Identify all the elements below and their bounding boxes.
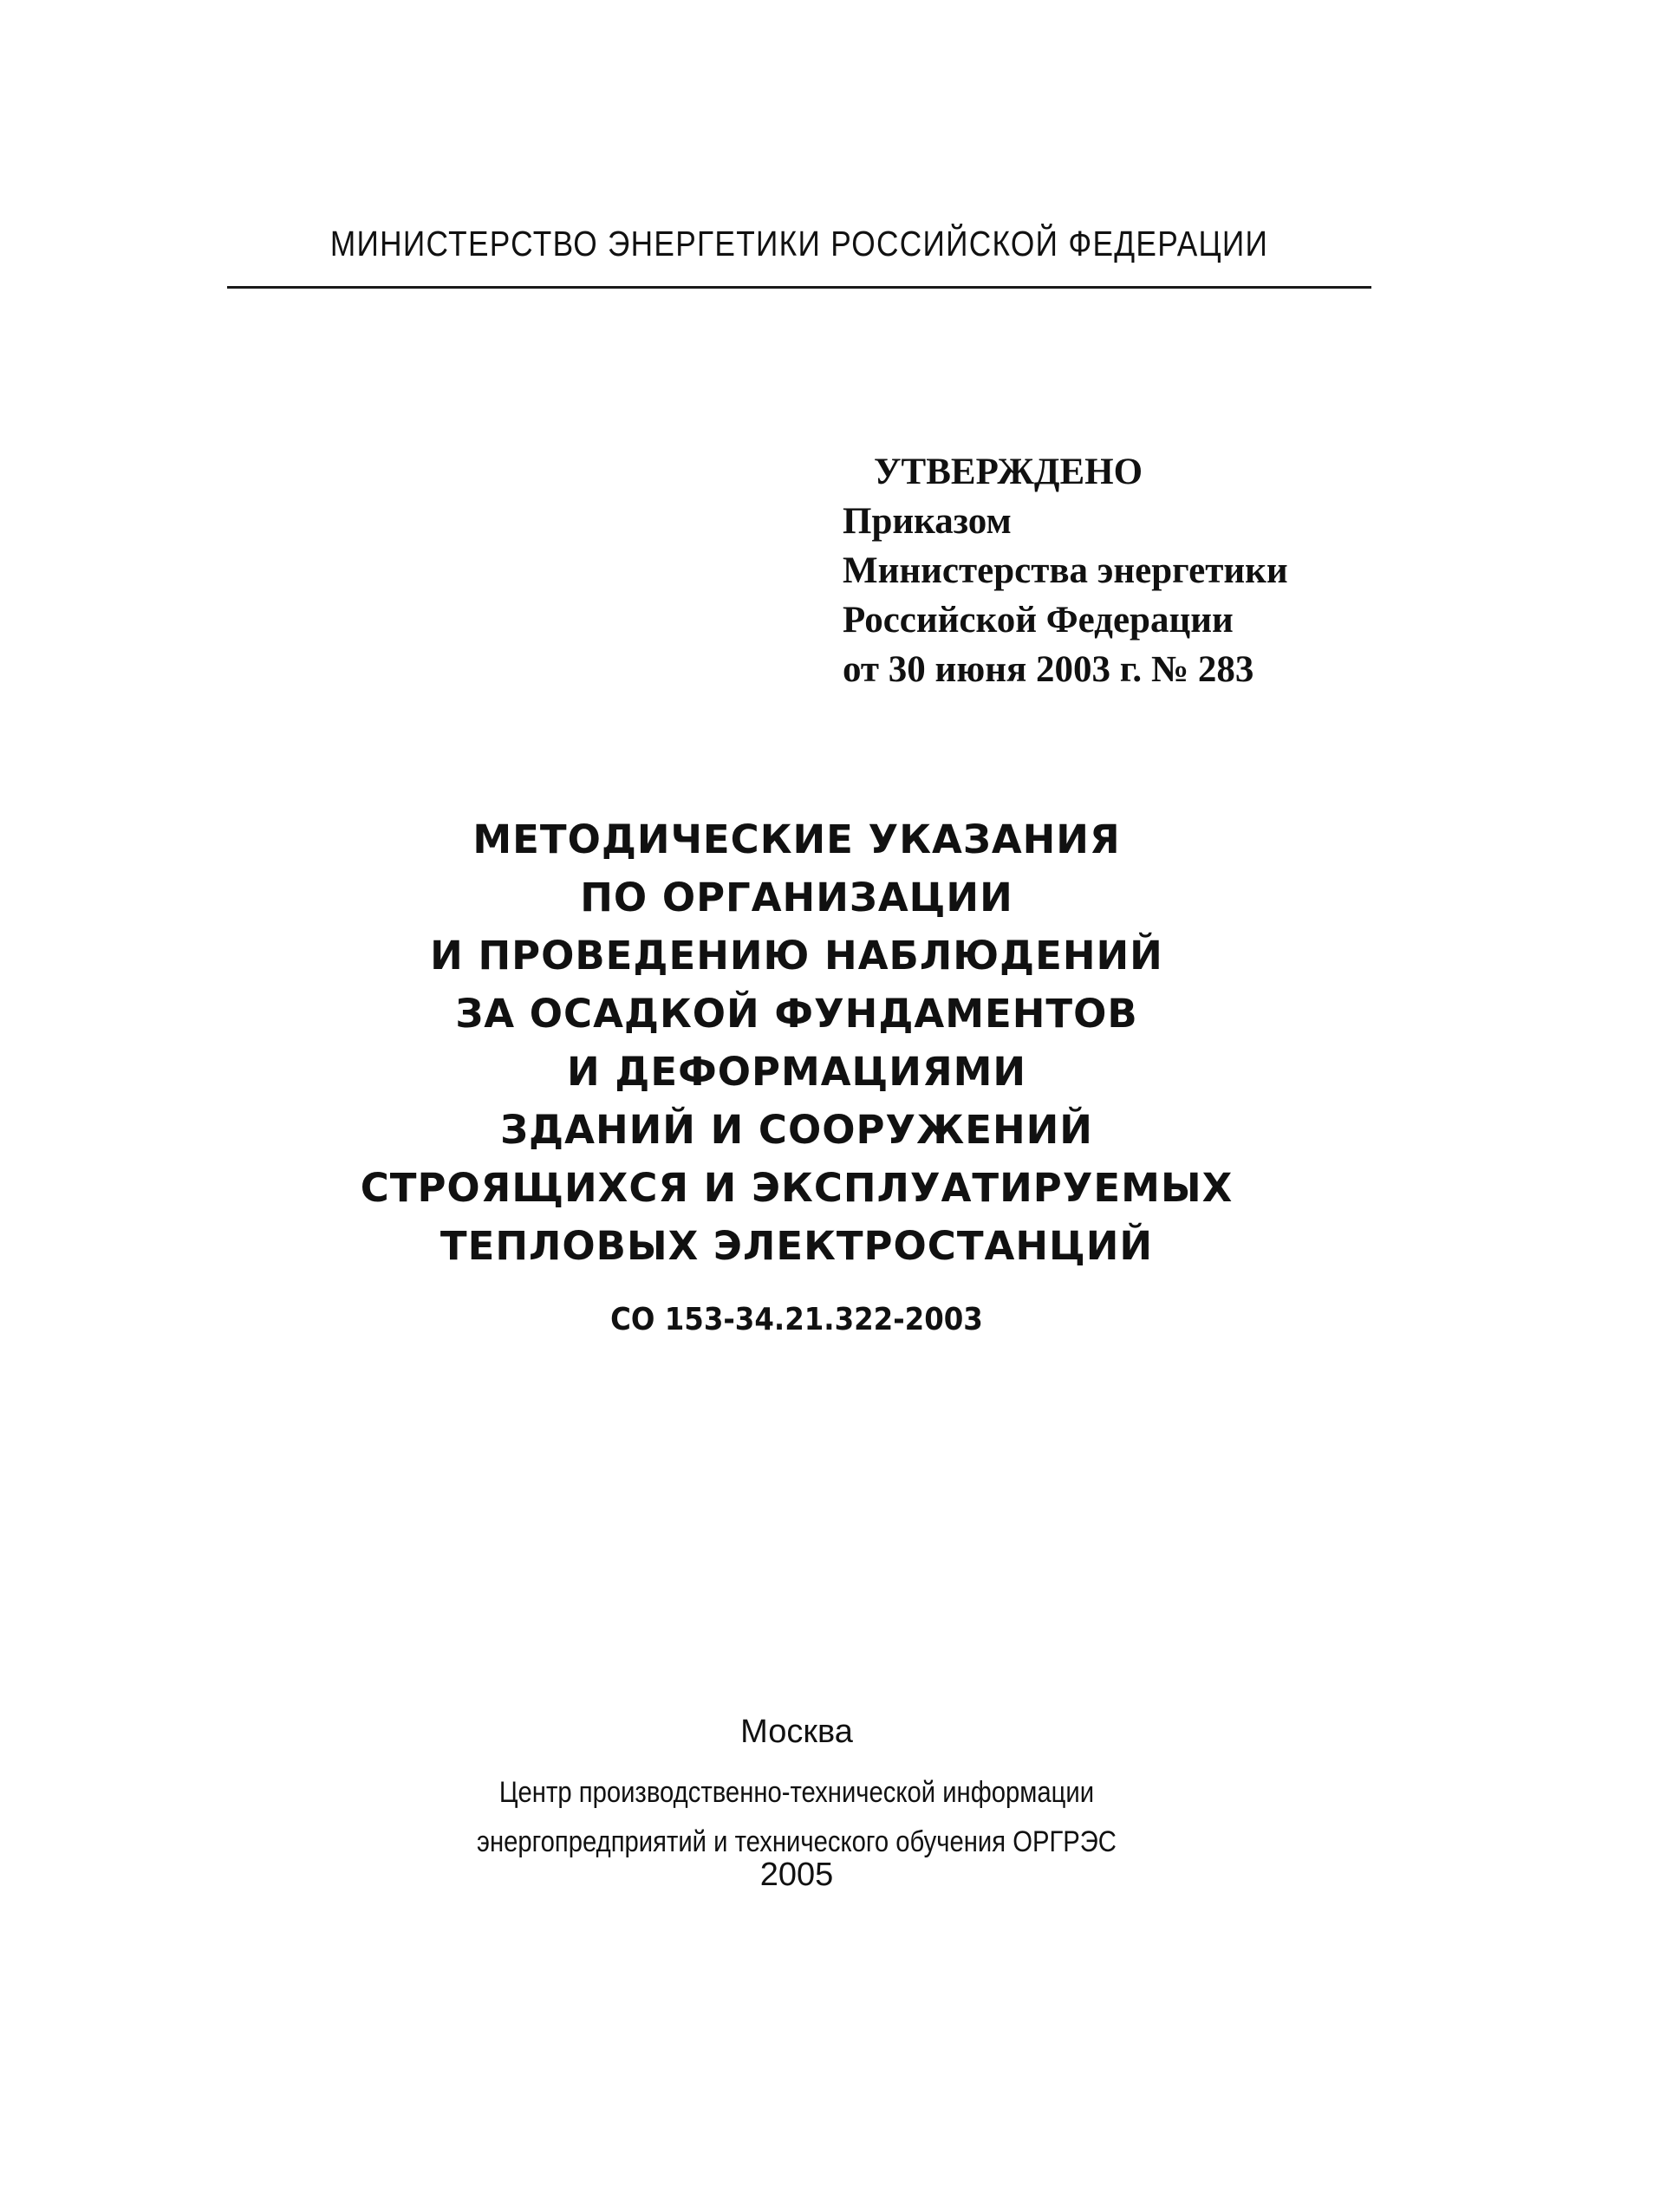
approval-line: Приказом [843, 501, 1012, 542]
title-line: ТЕПЛОВЫХ ЭЛЕКТРОСТАНЦИЙ [440, 1223, 1154, 1269]
document-code: СО 153-34.21.322-2003 [610, 1302, 983, 1337]
imprint-publisher [275, 1768, 1319, 1867]
title-line: ЗДАНИЙ И СООРУЖЕНИЙ [500, 1107, 1093, 1153]
approval-line: Российской Федерации [843, 600, 1234, 641]
title-line: И ДЕФОРМАЦИЯМИ [566, 1049, 1027, 1095]
approval-block [843, 447, 1288, 694]
title-line: СТРОЯЩИХСЯ И ЭКСПЛУАТИРУЕМЫХ [360, 1165, 1234, 1211]
document-title [277, 810, 1317, 1275]
publisher-line: Центр производственно-технической информации [498, 1776, 1095, 1809]
title-line: ЗА ОСАДКОЙ ФУНДАМЕНТОВ [455, 991, 1138, 1037]
imprint-year: 2005 [759, 1857, 834, 1893]
ministry-header: МИНИСТЕРСТВО ЭНЕРГЕТИКИ РОССИЙСКОЙ ФЕДЕРАЦИИ [329, 224, 1269, 263]
approval-line: Министерства энергетики [843, 550, 1288, 591]
title-line: И ПРОВЕДЕНИЮ НАБЛЮДЕНИЙ [430, 933, 1163, 979]
title-line: ПО ОРГАНИЗАЦИИ [580, 875, 1013, 920]
publisher-line: энергопредприятий и технического обучения ОРГРЭС [477, 1825, 1117, 1858]
imprint-city: Москва [740, 1714, 853, 1750]
approval-line: от 30 июня 2003 г. № 283 [843, 649, 1254, 690]
approval-heading: УТВЕРЖДЕНО [874, 452, 1143, 492]
header-rule [227, 286, 1371, 289]
title-line: МЕТОДИЧЕСКИЕ УКАЗАНИЯ [472, 816, 1121, 862]
